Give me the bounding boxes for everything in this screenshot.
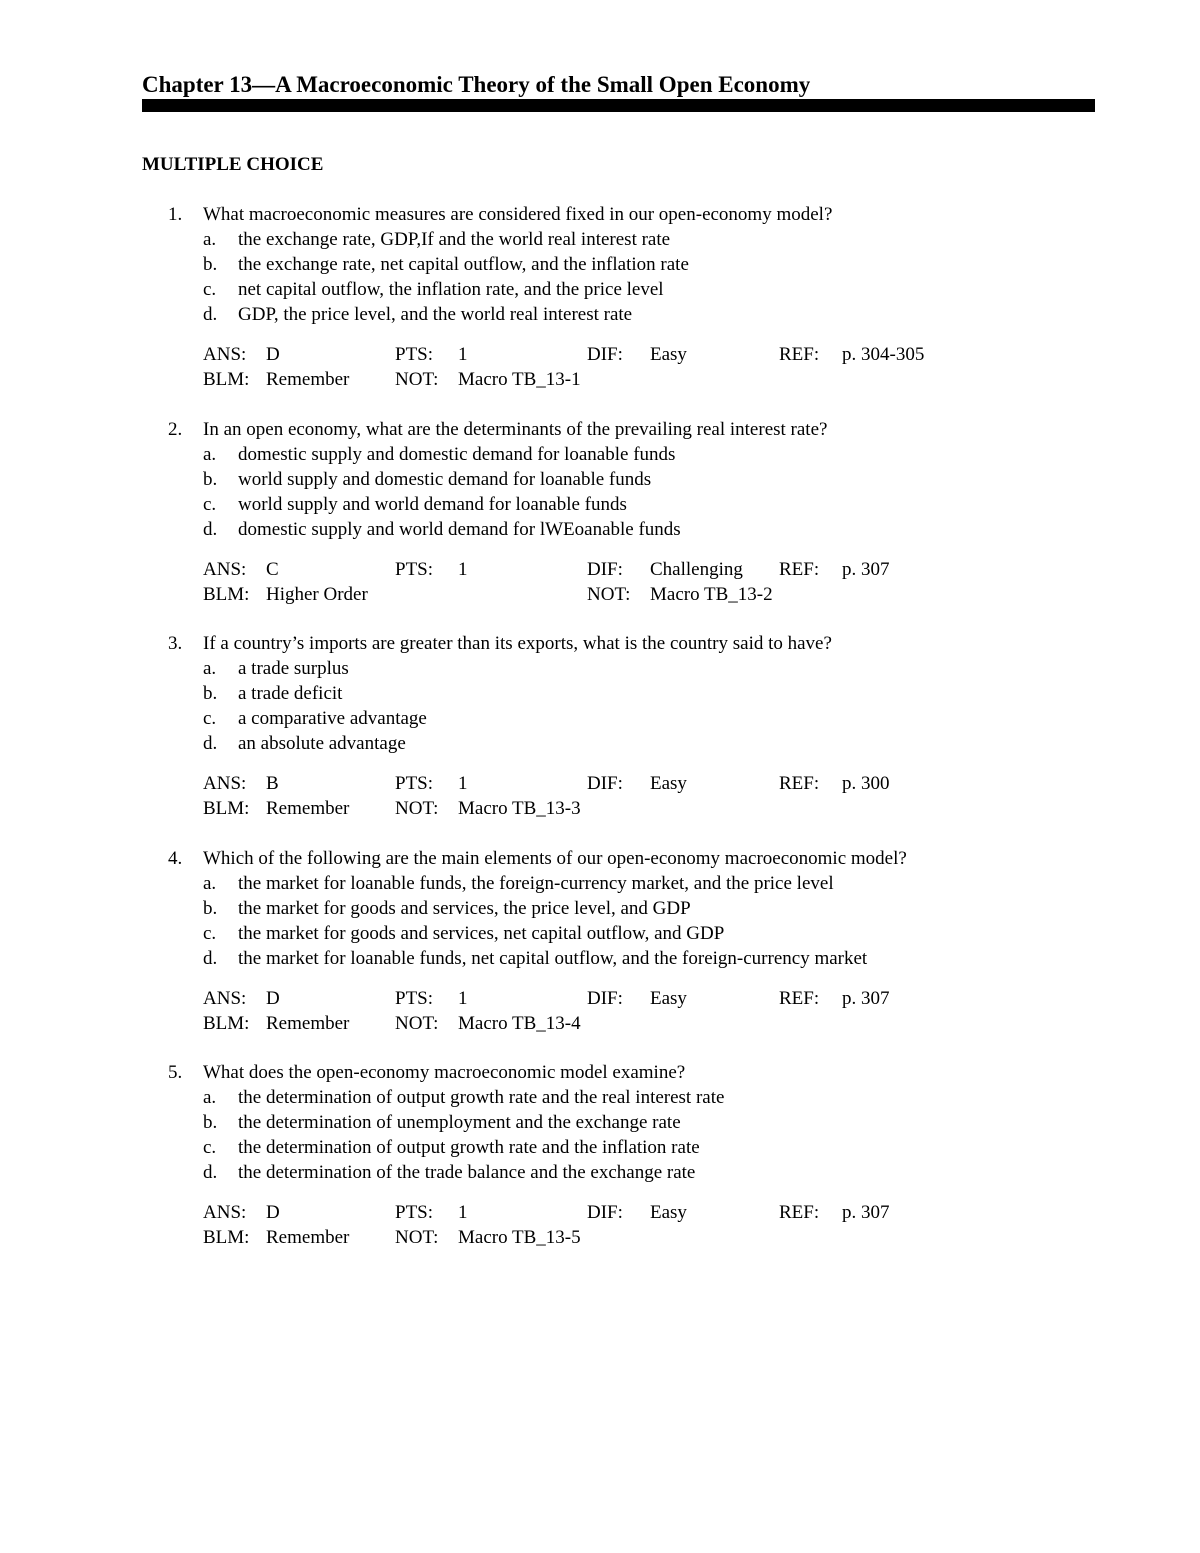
dif-value: Easy — [650, 1202, 687, 1223]
pts-label: PTS: — [395, 1202, 434, 1223]
ans-value: D — [266, 344, 280, 365]
option-text: net capital outflow, the inflation rate, and the price level — [238, 279, 664, 300]
option-letter: a. — [203, 1087, 217, 1108]
option-letter: a. — [203, 873, 217, 894]
ans-value: D — [266, 988, 280, 1009]
dif-label: DIF: — [587, 988, 623, 1009]
question-number: 2. — [168, 419, 183, 440]
question-4 — [142, 846, 1042, 1036]
question-number: 4. — [168, 848, 183, 869]
metadata-row-1 — [142, 771, 1042, 796]
ref-label: REF: — [779, 988, 820, 1009]
answer-metadata — [142, 557, 1042, 607]
pts-label: PTS: — [395, 773, 434, 794]
option-d — [142, 946, 1042, 971]
question-2 — [142, 417, 1042, 607]
option-b — [142, 467, 1042, 492]
title-rule — [142, 99, 1095, 112]
pts-value: 1 — [458, 1202, 468, 1223]
option-letter: d. — [203, 948, 218, 969]
option-b — [142, 681, 1042, 706]
metadata-row-2 — [142, 582, 1042, 607]
option-c — [142, 492, 1042, 517]
dif-label: DIF: — [587, 344, 623, 365]
blm-value: Remember — [266, 798, 350, 819]
question-number: 1. — [168, 204, 183, 225]
pts-label: PTS: — [395, 988, 434, 1009]
option-a — [142, 656, 1042, 681]
option-text: domestic supply and domestic demand for loanable funds — [238, 444, 676, 465]
metadata-row-1 — [142, 986, 1042, 1011]
ans-value: B — [266, 773, 279, 794]
option-text: the determination of output growth rate and the inflation rate — [238, 1137, 700, 1158]
question-1 — [142, 202, 1042, 392]
metadata-row-1 — [142, 557, 1042, 582]
question-3 — [142, 631, 1042, 821]
option-letter: c. — [203, 1137, 217, 1158]
dif-value: Easy — [650, 773, 687, 794]
option-a — [142, 442, 1042, 467]
dif-value: Easy — [650, 988, 687, 1009]
not-value: Macro TB_13-4 — [458, 1013, 581, 1034]
option-text: the determination of the trade balance and the exchange rate — [238, 1162, 696, 1183]
question-text: What macroeconomic measures are considered fixed in our open-economy model? — [203, 204, 833, 225]
question-text: What does the open-economy macroeconomic model examine? — [203, 1062, 686, 1083]
question-5 — [142, 1060, 1042, 1250]
option-letter: c. — [203, 923, 217, 944]
question-stem — [142, 846, 1042, 871]
pts-label: PTS: — [395, 559, 434, 580]
question-number: 3. — [168, 633, 183, 654]
ref-value: p. 307 — [842, 559, 890, 580]
option-letter: c. — [203, 494, 217, 515]
not-label: NOT: — [395, 369, 439, 390]
metadata-row-2 — [142, 367, 1042, 392]
option-text: the exchange rate, net capital outflow, and the inflation rate — [238, 254, 689, 275]
question-stem — [142, 1060, 1042, 1085]
blm-label: BLM: — [203, 584, 250, 605]
ans-value: C — [266, 559, 279, 580]
not-label: NOT: — [587, 584, 631, 605]
ans-label: ANS: — [203, 1202, 247, 1223]
section-heading: MULTIPLE CHOICE — [142, 154, 324, 175]
not-label: NOT: — [395, 1227, 439, 1248]
question-stem — [142, 631, 1042, 656]
ref-label: REF: — [779, 344, 820, 365]
option-text: the market for goods and services, net capital outflow, and GDP — [238, 923, 725, 944]
option-text: a trade surplus — [238, 658, 349, 679]
not-value: Macro TB_13-2 — [650, 584, 773, 605]
ans-label: ANS: — [203, 773, 247, 794]
blm-value: Remember — [266, 369, 350, 390]
metadata-row-1 — [142, 342, 1042, 367]
ref-label: REF: — [779, 1202, 820, 1223]
option-c — [142, 1135, 1042, 1160]
question-number: 5. — [168, 1062, 183, 1083]
answer-metadata — [142, 986, 1042, 1036]
metadata-row-2 — [142, 1011, 1042, 1036]
option-letter: c. — [203, 708, 217, 729]
option-letter: b. — [203, 469, 218, 490]
option-letter: b. — [203, 254, 218, 275]
option-text: world supply and domestic demand for loanable funds — [238, 469, 652, 490]
option-text: the market for loanable funds, net capital outflow, and the foreign-currency market — [238, 948, 868, 969]
pts-value: 1 — [458, 773, 468, 794]
dif-label: DIF: — [587, 559, 623, 580]
question-stem — [142, 202, 1042, 227]
option-text: an absolute advantage — [238, 733, 406, 754]
option-letter: a. — [203, 444, 217, 465]
ref-value: p. 307 — [842, 1202, 890, 1223]
pts-label: PTS: — [395, 344, 434, 365]
option-text: a trade deficit — [238, 683, 343, 704]
option-text: a comparative advantage — [238, 708, 427, 729]
option-a — [142, 227, 1042, 252]
ans-value: D — [266, 1202, 280, 1223]
option-c — [142, 706, 1042, 731]
option-text: the determination of unemployment and the exchange rate — [238, 1112, 681, 1133]
blm-label: BLM: — [203, 798, 250, 819]
ans-label: ANS: — [203, 344, 247, 365]
metadata-row-2 — [142, 1225, 1042, 1250]
option-letter: b. — [203, 1112, 218, 1133]
option-d — [142, 302, 1042, 327]
option-text: the market for goods and services, the price level, and GDP — [238, 898, 691, 919]
option-c — [142, 921, 1042, 946]
ref-value: p. 307 — [842, 988, 890, 1009]
option-letter: b. — [203, 683, 218, 704]
not-label: NOT: — [395, 1013, 439, 1034]
blm-label: BLM: — [203, 1227, 250, 1248]
blm-value: Higher Order — [266, 584, 368, 605]
dif-label: DIF: — [587, 1202, 623, 1223]
not-label: NOT: — [395, 798, 439, 819]
blm-label: BLM: — [203, 369, 250, 390]
question-stem — [142, 417, 1042, 442]
not-value: Macro TB_13-5 — [458, 1227, 581, 1248]
option-letter: b. — [203, 898, 218, 919]
question-text: In an open economy, what are the determinants of the prevailing real interest rate? — [203, 419, 828, 440]
ans-label: ANS: — [203, 559, 247, 580]
ref-label: REF: — [779, 559, 820, 580]
dif-value: Challenging — [650, 559, 743, 580]
ref-value: p. 304-305 — [842, 344, 925, 365]
question-text: Which of the following are the main elements of our open-economy macroeconomic model? — [203, 848, 907, 869]
answer-metadata — [142, 1200, 1042, 1250]
pts-value: 1 — [458, 559, 468, 580]
option-b — [142, 896, 1042, 921]
blm-value: Remember — [266, 1227, 350, 1248]
blm-value: Remember — [266, 1013, 350, 1034]
option-d — [142, 731, 1042, 756]
not-value: Macro TB_13-3 — [458, 798, 581, 819]
pts-value: 1 — [458, 344, 468, 365]
ref-value: p. 300 — [842, 773, 890, 794]
option-b — [142, 1110, 1042, 1135]
metadata-row-2 — [142, 796, 1042, 821]
question-text: If a country’s imports are greater than its exports, what is the country said to have? — [203, 633, 832, 654]
pts-value: 1 — [458, 988, 468, 1009]
dif-label: DIF: — [587, 773, 623, 794]
option-text: world supply and world demand for loanable funds — [238, 494, 627, 515]
option-a — [142, 1085, 1042, 1110]
option-text: domestic supply and world demand for lWEoanable funds — [238, 519, 681, 540]
option-letter: c. — [203, 279, 217, 300]
dif-value: Easy — [650, 344, 687, 365]
option-text: the market for loanable funds, the foreign-currency market, and the price level — [238, 873, 834, 894]
ref-label: REF: — [779, 773, 820, 794]
answer-metadata — [142, 771, 1042, 821]
option-letter: d. — [203, 304, 218, 325]
option-a — [142, 871, 1042, 896]
option-text: GDP, the price level, and the world real interest rate — [238, 304, 633, 325]
option-c — [142, 277, 1042, 302]
option-text: the determination of output growth rate and the real interest rate — [238, 1087, 725, 1108]
option-d — [142, 1160, 1042, 1185]
not-value: Macro TB_13-1 — [458, 369, 581, 390]
option-b — [142, 252, 1042, 277]
answer-metadata — [142, 342, 1042, 392]
metadata-row-1 — [142, 1200, 1042, 1225]
option-letter: d. — [203, 733, 218, 754]
option-letter: d. — [203, 1162, 218, 1183]
blm-label: BLM: — [203, 1013, 250, 1034]
ans-label: ANS: — [203, 988, 247, 1009]
option-letter: d. — [203, 519, 218, 540]
option-text: the exchange rate, GDP,If and the world real interest rate — [238, 229, 671, 250]
option-d — [142, 517, 1042, 542]
option-letter: a. — [203, 229, 217, 250]
option-letter: a. — [203, 658, 217, 679]
chapter-title: Chapter 13—A Macroeconomic Theory of the Small Open Economy — [142, 72, 811, 97]
